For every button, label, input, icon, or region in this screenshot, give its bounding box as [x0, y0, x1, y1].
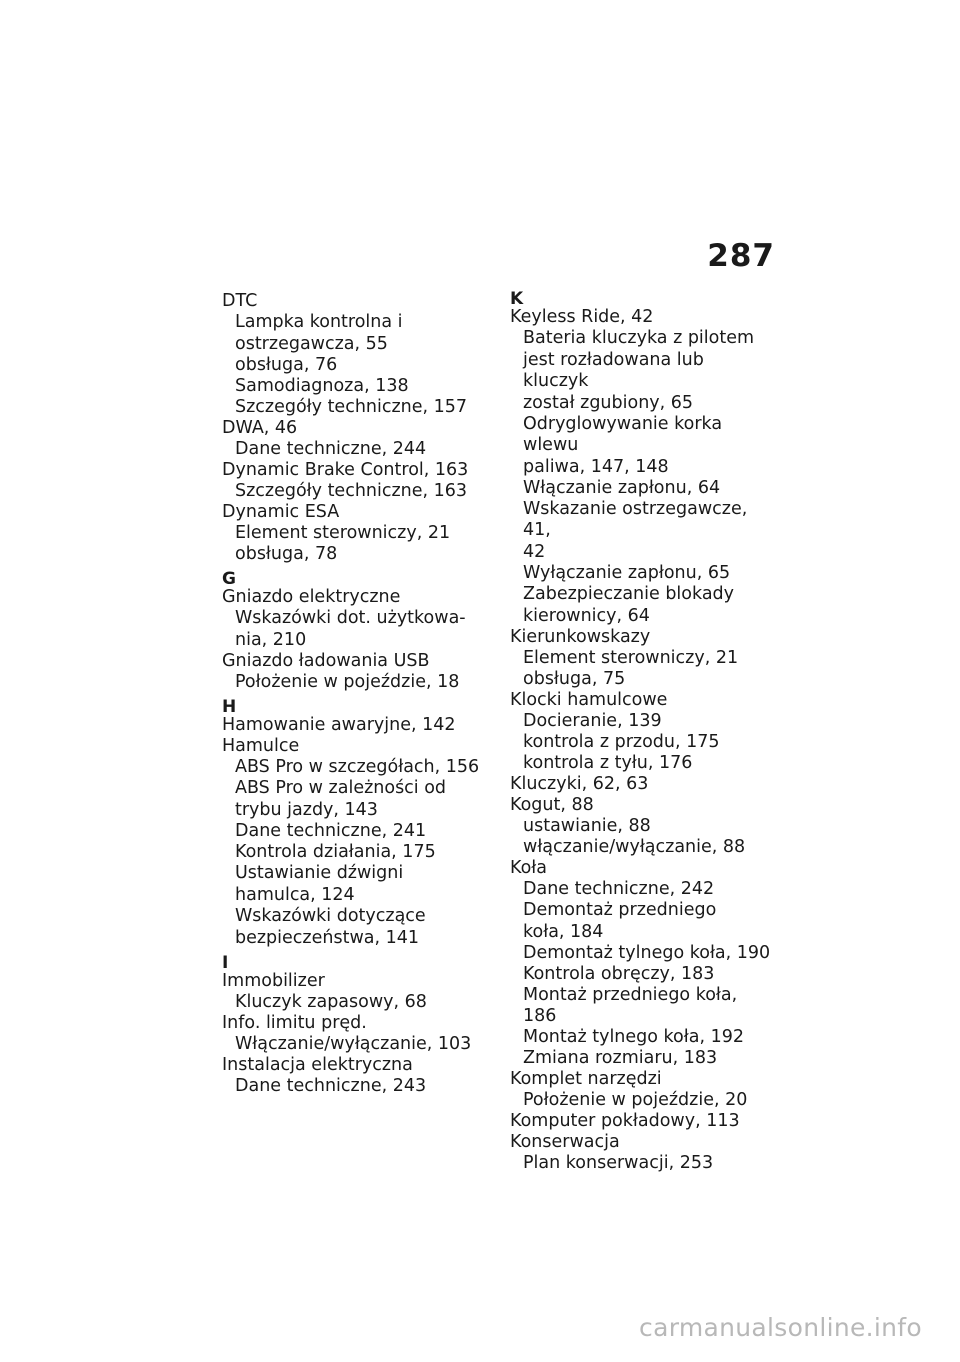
index-subentry	[222, 906, 484, 949]
index-subentry	[222, 1076, 484, 1097]
index-subentry-line: paliwa, 147, 148	[523, 457, 669, 477]
index-subentry-line: Dane techniczne, 242	[523, 879, 715, 899]
index-subentry-line: Samodiagnoza, 138	[235, 376, 409, 396]
index-entry: Immobilizer	[222, 971, 325, 991]
index-subentry-line: Element sterowniczy, 21	[523, 648, 739, 668]
index-entry: Komplet narzędzi	[510, 1069, 662, 1089]
index-subentry-line: Docieranie, 139	[523, 711, 662, 731]
index-subentry-line: włączanie/wyłączanie, 88	[523, 837, 746, 857]
index-subentry	[510, 478, 772, 499]
index-entry: Konserwacja	[510, 1132, 620, 1152]
index-subentry-line: Ustawianie dźwigni	[235, 863, 404, 883]
watermark: carmanualsonline.info	[639, 1313, 922, 1342]
index-subentry-line: Montaż przedniego koła, 186	[523, 985, 738, 1026]
index-subentry-line: Demontaż tylnego koła, 190	[523, 943, 771, 963]
index-subentry	[222, 608, 484, 651]
index-entry: Keyless Ride, 42	[510, 307, 654, 327]
index-entry: Info. limitu pręd.	[222, 1013, 367, 1033]
index-subentry	[510, 837, 772, 858]
index-subentry-line: Wyłączanie zapłonu, 65	[523, 563, 731, 583]
index-subentry	[222, 355, 484, 376]
index-entry: Komputer pokładowy, 113	[510, 1111, 740, 1131]
index-subentry-line: Element sterowniczy, 21	[235, 523, 451, 543]
index-subentry-line: Plan konserwacji, 253	[523, 1153, 714, 1173]
index-subentry-line: Zmiana rozmiaru, 183	[523, 1048, 718, 1068]
index-subentry-line: obsługa, 75	[523, 669, 626, 689]
index-subentry	[222, 376, 484, 397]
index-subentry	[510, 943, 772, 964]
index-column-right	[510, 291, 772, 1174]
index-subentry-line: Demontaż przedniego	[523, 900, 717, 920]
index-subentry-line: Zabezpieczanie blokady	[523, 584, 735, 604]
index-subentry	[510, 328, 772, 414]
index-entry: Kogut, 88	[510, 795, 594, 815]
index-subentry	[510, 732, 772, 753]
index-subentry	[510, 414, 772, 478]
index-subentry	[510, 711, 772, 732]
index-subentry-line: nia, 210	[235, 630, 307, 650]
index-subentry-line: Kontrola obręczy, 183	[523, 964, 715, 984]
index-subentry-line: Wskazanie ostrzegawcze, 41,	[523, 499, 748, 540]
index-subentry	[510, 985, 772, 1027]
index-subentry-line: obsługa, 78	[235, 544, 338, 564]
index-entry: Kierunkowskazy	[510, 627, 651, 647]
index-subentry	[222, 312, 484, 355]
index-entry: Hamowanie awaryjne, 142	[222, 715, 456, 735]
index-subentry	[222, 672, 484, 693]
index-column-left	[222, 291, 484, 1097]
index-subentry-line: kierownicy, 64	[523, 606, 650, 626]
index-section-letter: K	[510, 289, 524, 309]
index-subentry	[222, 821, 484, 842]
index-subentry-line: Szczegóły techniczne, 157	[235, 397, 468, 417]
index-subentry	[222, 778, 484, 821]
index-entry: Gniazdo elektryczne	[222, 587, 401, 607]
index-subentry	[510, 1027, 772, 1048]
index-subentry	[510, 648, 772, 669]
index-subentry-line: Dane techniczne, 243	[235, 1076, 427, 1096]
index-entry: Gniazdo ładowania USB	[222, 651, 430, 671]
index-subentry	[222, 863, 484, 906]
index-subentry-line: Położenie w pojeździe, 20	[523, 1090, 748, 1110]
index-subentry-line: ABS Pro w zależności od	[235, 778, 447, 798]
index-subentry	[510, 964, 772, 985]
index-subentry	[222, 523, 484, 544]
index-subentry-line: kontrola z tyłu, 176	[523, 753, 693, 773]
index-subentry	[510, 1153, 772, 1174]
index-subentry-line: obsługa, 76	[235, 355, 338, 375]
index-entry: Kluczyki, 62, 63	[510, 774, 649, 794]
index-subentry-line: ustawianie, 88	[523, 816, 651, 836]
index-section-letter: H	[222, 697, 237, 717]
index-subentry	[222, 397, 484, 418]
index-subentry	[222, 842, 484, 863]
index-subentry-line: Położenie w pojeździe, 18	[235, 672, 460, 692]
index-subentry-line: Wskazówki dot. użytkowa-	[235, 608, 466, 628]
index-subentry	[510, 900, 772, 943]
index-subentry	[510, 753, 772, 774]
index-subentry-line: Montaż tylnego koła, 192	[523, 1027, 744, 1047]
page-number: 287	[707, 238, 775, 274]
index-subentry-line: Dane techniczne, 244	[235, 439, 427, 459]
index-entry: Dynamic Brake Control, 163	[222, 460, 469, 480]
index-subentry	[222, 757, 484, 778]
index-entry: Klocki hamulcowe	[510, 690, 668, 710]
index-subentry	[222, 992, 484, 1013]
index-subentry	[510, 1090, 772, 1111]
index-section-letter: I	[222, 953, 229, 973]
index-subentry	[510, 1048, 772, 1069]
index-subentry-line: Kontrola działania, 175	[235, 842, 436, 862]
index-subentry-line: jest rozładowana lub kluczyk	[523, 350, 704, 391]
index-subentry	[222, 481, 484, 502]
index-entry: Koła	[510, 858, 548, 878]
index-subentry	[222, 1034, 484, 1055]
index-subentry	[510, 499, 772, 563]
index-subentry-line: Bateria kluczyka z pilotem	[523, 328, 755, 348]
index-subentry	[510, 669, 772, 690]
index-subentry-line: Włączanie zapłonu, 64	[523, 478, 721, 498]
index-subentry-line: Szczegóły techniczne, 163	[235, 481, 468, 501]
index-subentry-line: hamulca, 124	[235, 885, 355, 905]
index-subentry-line: Dane techniczne, 241	[235, 821, 427, 841]
index-subentry-line: Odryglowywanie korka wlewu	[523, 414, 723, 455]
index-subentry-line: koła, 184	[523, 922, 604, 942]
index-entry: DTC	[222, 291, 258, 311]
index-entry: Hamulce	[222, 736, 300, 756]
index-subentry-line: bezpieczeństwa, 141	[235, 928, 420, 948]
index-subentry-line: ABS Pro w szczegółach, 156	[235, 757, 480, 777]
index-subentry	[222, 544, 484, 565]
index-subentry-line: ostrzegawcza, 55	[235, 334, 388, 354]
index-subentry-line: trybu jazdy, 143	[235, 800, 378, 820]
index-subentry-line: Wskazówki dotyczące	[235, 906, 426, 926]
index-subentry-line: Kluczyk zapasowy, 68	[235, 992, 427, 1012]
index-section-letter: G	[222, 569, 236, 589]
index-subentry	[510, 879, 772, 900]
index-subentry-line: Lampka kontrolna i	[235, 312, 403, 332]
index-subentry	[510, 584, 772, 627]
index-entry: Instalacja elektryczna	[222, 1055, 413, 1075]
index-subentry-line: kontrola z przodu, 175	[523, 732, 720, 752]
index-subentry	[222, 439, 484, 460]
index-entry: DWA, 46	[222, 418, 298, 438]
index-subentry-line: został zgubiony, 65	[523, 393, 694, 413]
index-subentry	[510, 816, 772, 837]
index-subentry-line: Włączanie/wyłączanie, 103	[235, 1034, 472, 1054]
index-entry: Dynamic ESA	[222, 502, 340, 522]
index-subentry	[510, 563, 772, 584]
index-subentry-line: 42	[523, 542, 546, 562]
